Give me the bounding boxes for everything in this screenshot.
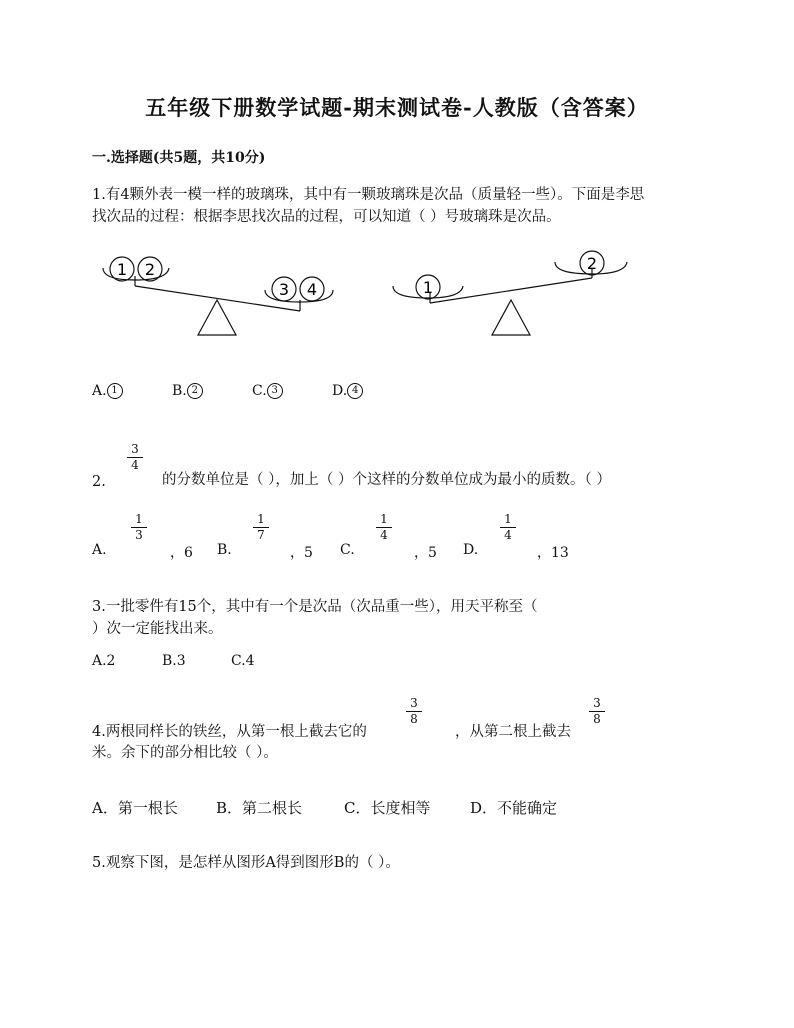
- fraction-numerator: 3: [131, 442, 139, 456]
- q2-option-a-tail: ，6: [170, 545, 193, 561]
- q4-part1: 4.两根同样长的铁丝，从第一根上截去它的: [92, 724, 367, 740]
- q2-option-b-tail: ，5: [290, 545, 313, 561]
- marble-label: 1: [422, 278, 434, 297]
- q2-text: 的分数单位是（ ），加上（ ）个这样的分数单位成为最小的质数。（ ）: [162, 472, 611, 488]
- q2-option-b-label[interactable]: B.: [217, 542, 232, 558]
- q1-option-b[interactable]: [172, 383, 203, 399]
- balance-left: [103, 257, 333, 335]
- q2-number: 2.: [92, 474, 106, 490]
- option-value: 3: [267, 383, 283, 399]
- q2-option-c-tail: ，5: [414, 545, 437, 561]
- q5-text: 5.观察下图，是怎样从图形A得到图形B的（ ）。: [92, 855, 400, 871]
- option-label: C.: [252, 383, 267, 399]
- q1-option-d[interactable]: [332, 383, 363, 399]
- q4-option-b[interactable]: B．第二根长: [216, 799, 303, 817]
- balance-figure: [95, 248, 655, 348]
- fraction-denominator: 4: [131, 458, 139, 472]
- q3-option-c[interactable]: C.4: [231, 653, 255, 669]
- option-value: 4: [347, 383, 363, 399]
- q4-option-a[interactable]: A．第一根长: [92, 799, 178, 817]
- option-label: D.: [332, 383, 348, 399]
- q1-option-a[interactable]: [92, 383, 123, 399]
- q2-fraction: [127, 443, 143, 472]
- page-title: 五年级下册数学试题-期末测试卷-人教版（含答案）: [145, 95, 649, 120]
- q4-fraction-1: 3 8: [406, 697, 422, 726]
- q4-fraction-2: 3 8: [589, 697, 605, 726]
- section-heading: 一.选择题(共5题，共10分): [92, 150, 266, 166]
- marble-label: 3: [278, 280, 290, 299]
- q1-line1: 1.有4颗外表一模一样的玻璃珠，其中有一颗玻璃珠是次品（质量轻一些）。下面是李思: [92, 187, 645, 203]
- q2-option-b-fraction: 1 7: [253, 513, 269, 542]
- q1-option-c[interactable]: [252, 383, 283, 399]
- option-value: 1: [107, 383, 123, 399]
- q4-option-d[interactable]: D．不能确定: [470, 799, 558, 817]
- option-label: B.: [172, 383, 187, 399]
- option-label: A.: [92, 383, 107, 399]
- q2-option-c-label[interactable]: C.: [340, 542, 355, 558]
- option-value: 2: [187, 383, 203, 399]
- q4-option-c[interactable]: C．长度相等: [344, 799, 431, 817]
- q3-option-b[interactable]: B.3: [162, 653, 186, 669]
- q3-line1: 3.一批零件有15个，其中有一个是次品（次品重一些），用天平称至（: [92, 599, 538, 615]
- q2-option-d-fraction: 1 4: [500, 513, 516, 542]
- q3-option-a[interactable]: A.2: [92, 653, 116, 669]
- marble-label: 1: [116, 260, 128, 279]
- q2-option-d-tail: ，13: [537, 545, 569, 561]
- q2-option-d-label[interactable]: D.: [463, 542, 479, 558]
- q2-option-a-label[interactable]: A.: [92, 542, 107, 558]
- q2-option-c-fraction: 1 4: [376, 513, 392, 542]
- marble-label: 2: [144, 260, 156, 279]
- q4-part2: ，从第二根上截去: [455, 724, 571, 740]
- marble-label: 2: [586, 254, 598, 273]
- q3-line2: ）次一定能找出来。: [92, 621, 223, 637]
- balance-right: [393, 251, 627, 335]
- q2-option-a-fraction: 1 3: [131, 513, 147, 542]
- q4-line2: 米。余下的部分相比较（ ）。: [92, 745, 278, 761]
- marble-label: 4: [306, 280, 318, 299]
- q1-line2: 找次品的过程：根据李思找次品的过程，可以知道（ ）号玻璃珠是次品。: [92, 209, 561, 225]
